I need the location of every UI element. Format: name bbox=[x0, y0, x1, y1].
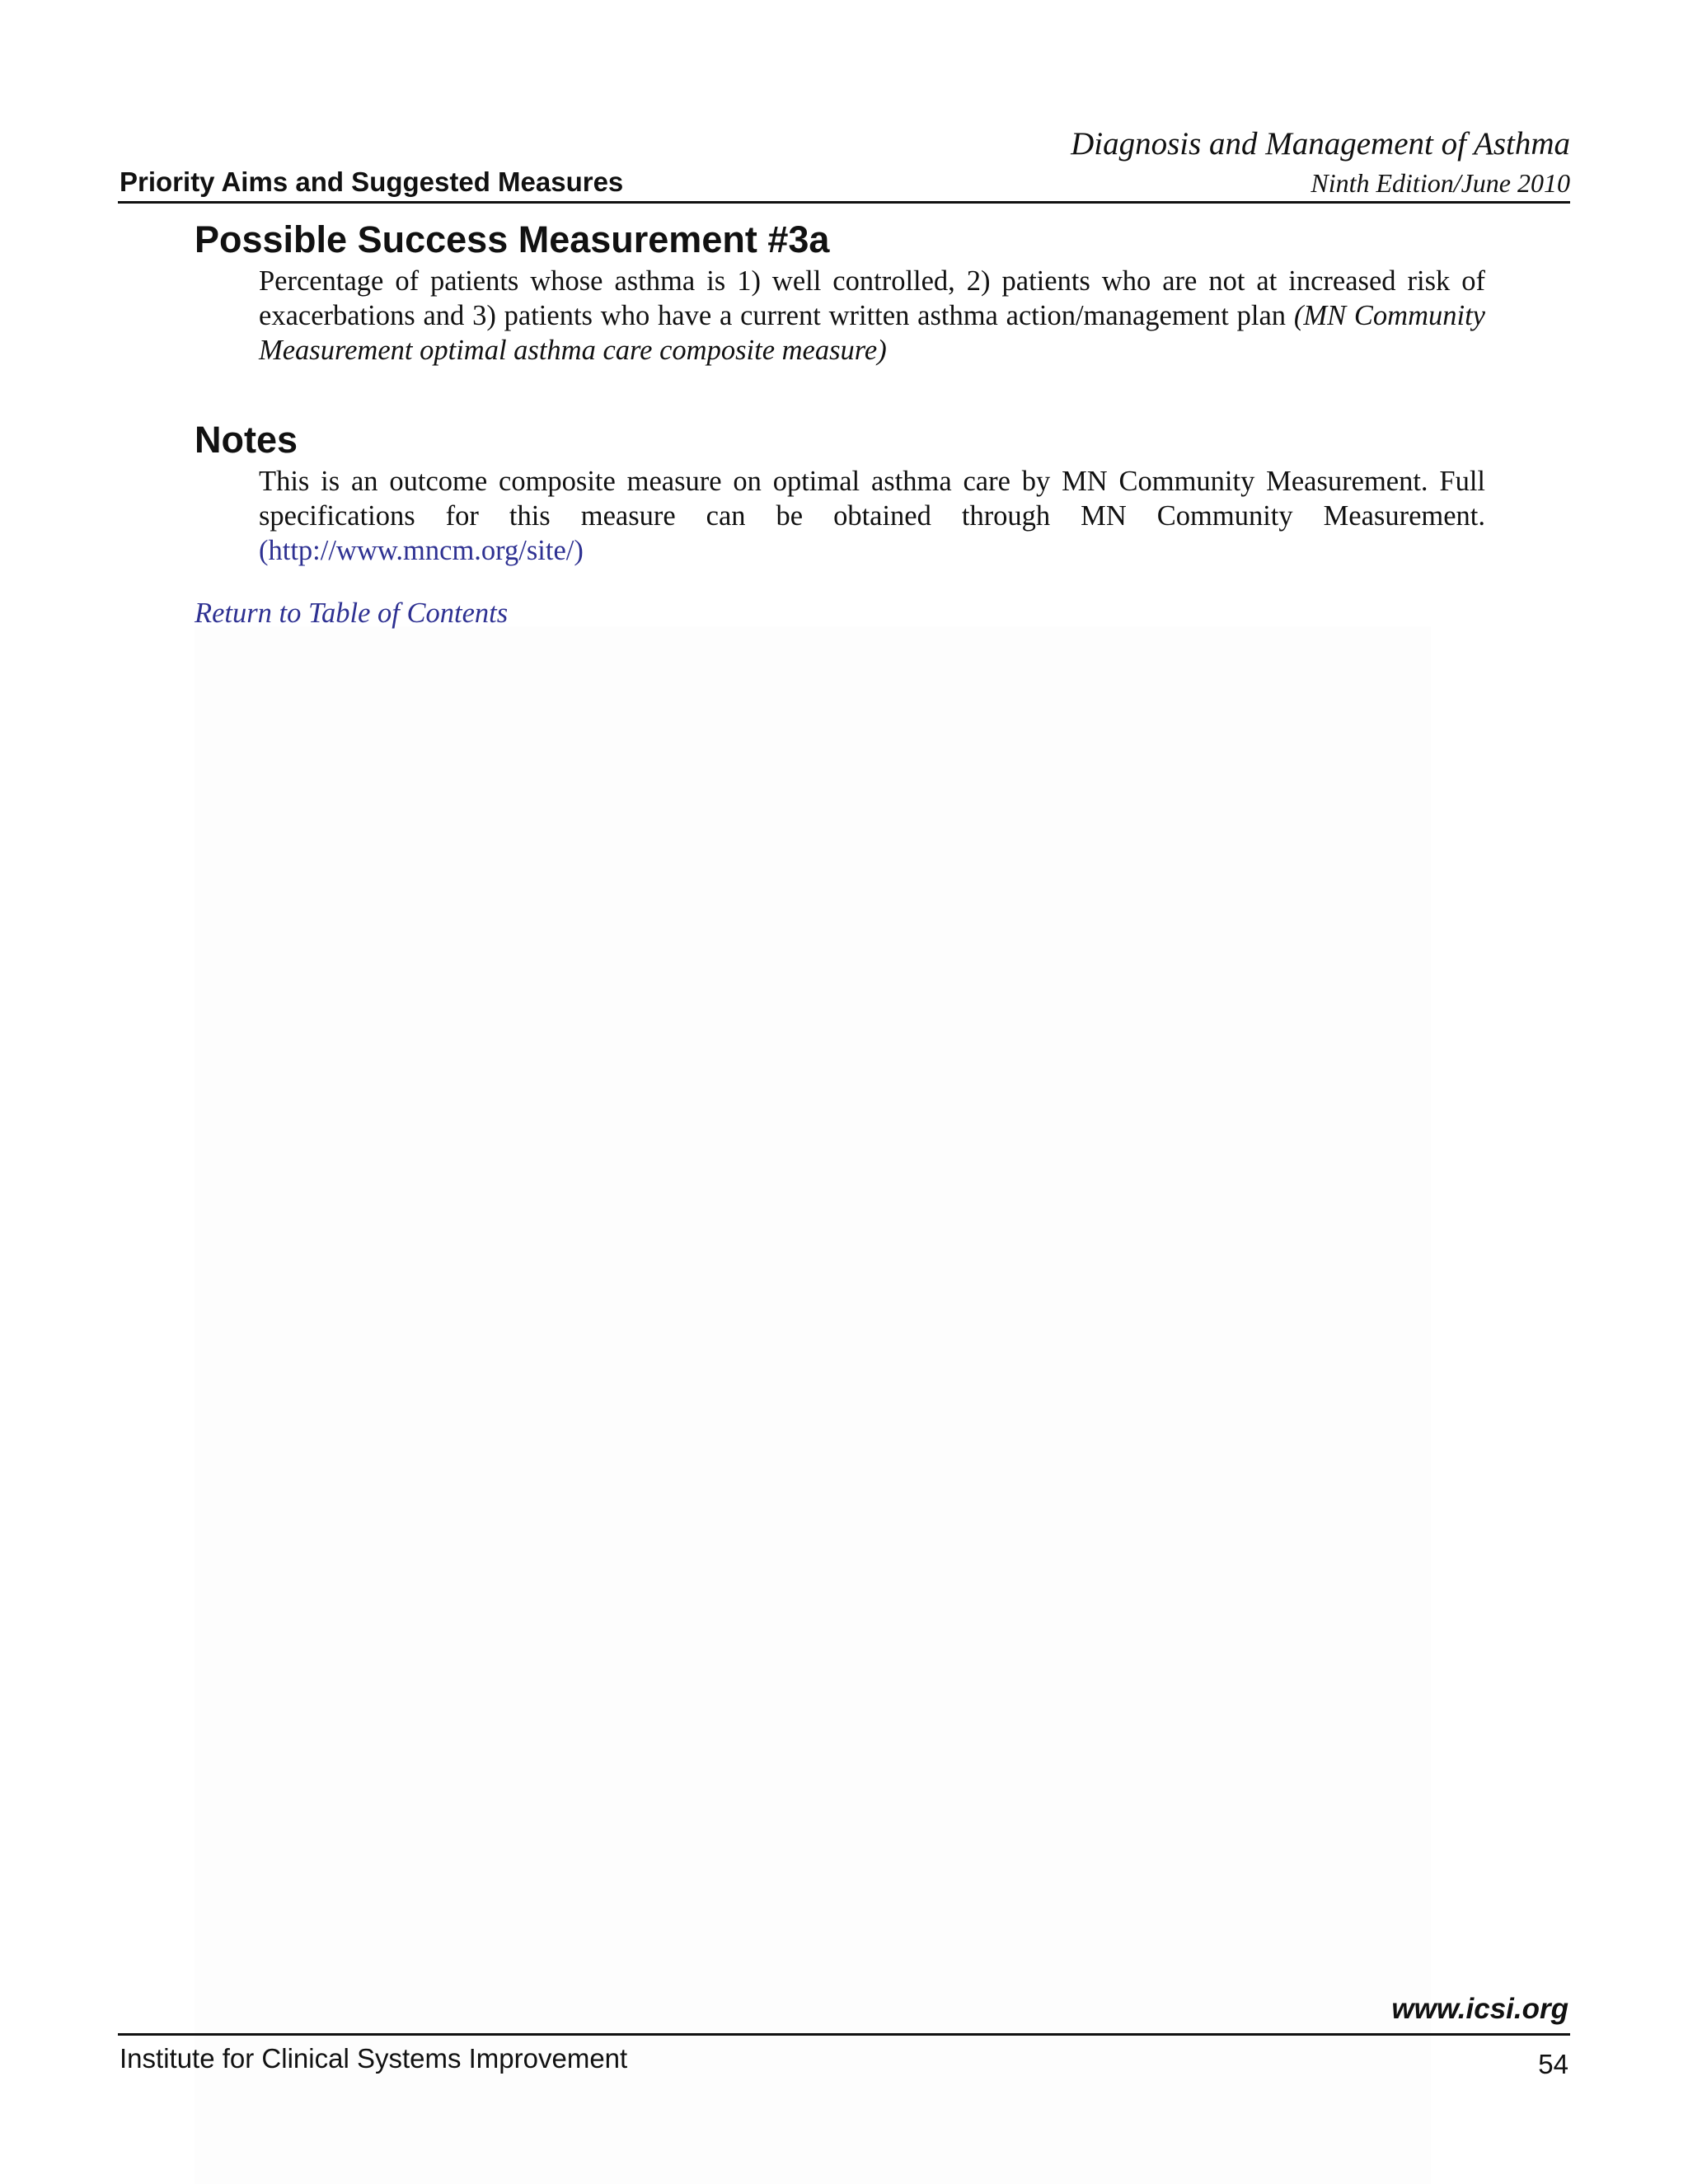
footer-website: www.icsi.org bbox=[1391, 1993, 1568, 2025]
edition-label: Ninth Edition/June 2010 bbox=[1311, 168, 1570, 198]
notes-description bbox=[259, 464, 1485, 568]
footer-organization: Institute for Clinical Systems Improvement bbox=[120, 2043, 628, 2074]
measurement-heading: Possible Success Measurement #3a bbox=[195, 218, 830, 260]
page-number: 54 bbox=[1538, 2049, 1568, 2079]
measurement-body-text: Percentage of patients whose asthma is 1) well controlled, 2) patients who are not at increased risk of exacerbations and 3) patients who have a current written asthma action/management plan bbox=[259, 265, 1485, 331]
notes-heading: Notes bbox=[195, 419, 298, 461]
measurement-source-note: (MN Community Measurement optimal asthma care composite measure) bbox=[259, 300, 1485, 366]
section-title: Priority Aims and Suggested Measures bbox=[120, 166, 624, 197]
footer-divider bbox=[118, 2033, 1570, 2036]
return-to-contents-link[interactable]: Return to Table of Contents bbox=[195, 598, 509, 629]
notes-section bbox=[195, 416, 1485, 568]
header-divider bbox=[118, 201, 1570, 204]
page-background-tint bbox=[195, 626, 1431, 2184]
notes-body-text: This is an outcome composite measure on optimal asthma care by MN Community Measurement. Full specifications for this measure can be obtained through MN Community Measurement. bbox=[259, 466, 1485, 532]
measurement-section bbox=[195, 216, 1485, 368]
measurement-description bbox=[259, 264, 1485, 368]
document-title: Diagnosis and Management of Asthma bbox=[1071, 126, 1570, 162]
mncm-link[interactable]: (http://www.mncm.org/site/) bbox=[259, 535, 584, 566]
